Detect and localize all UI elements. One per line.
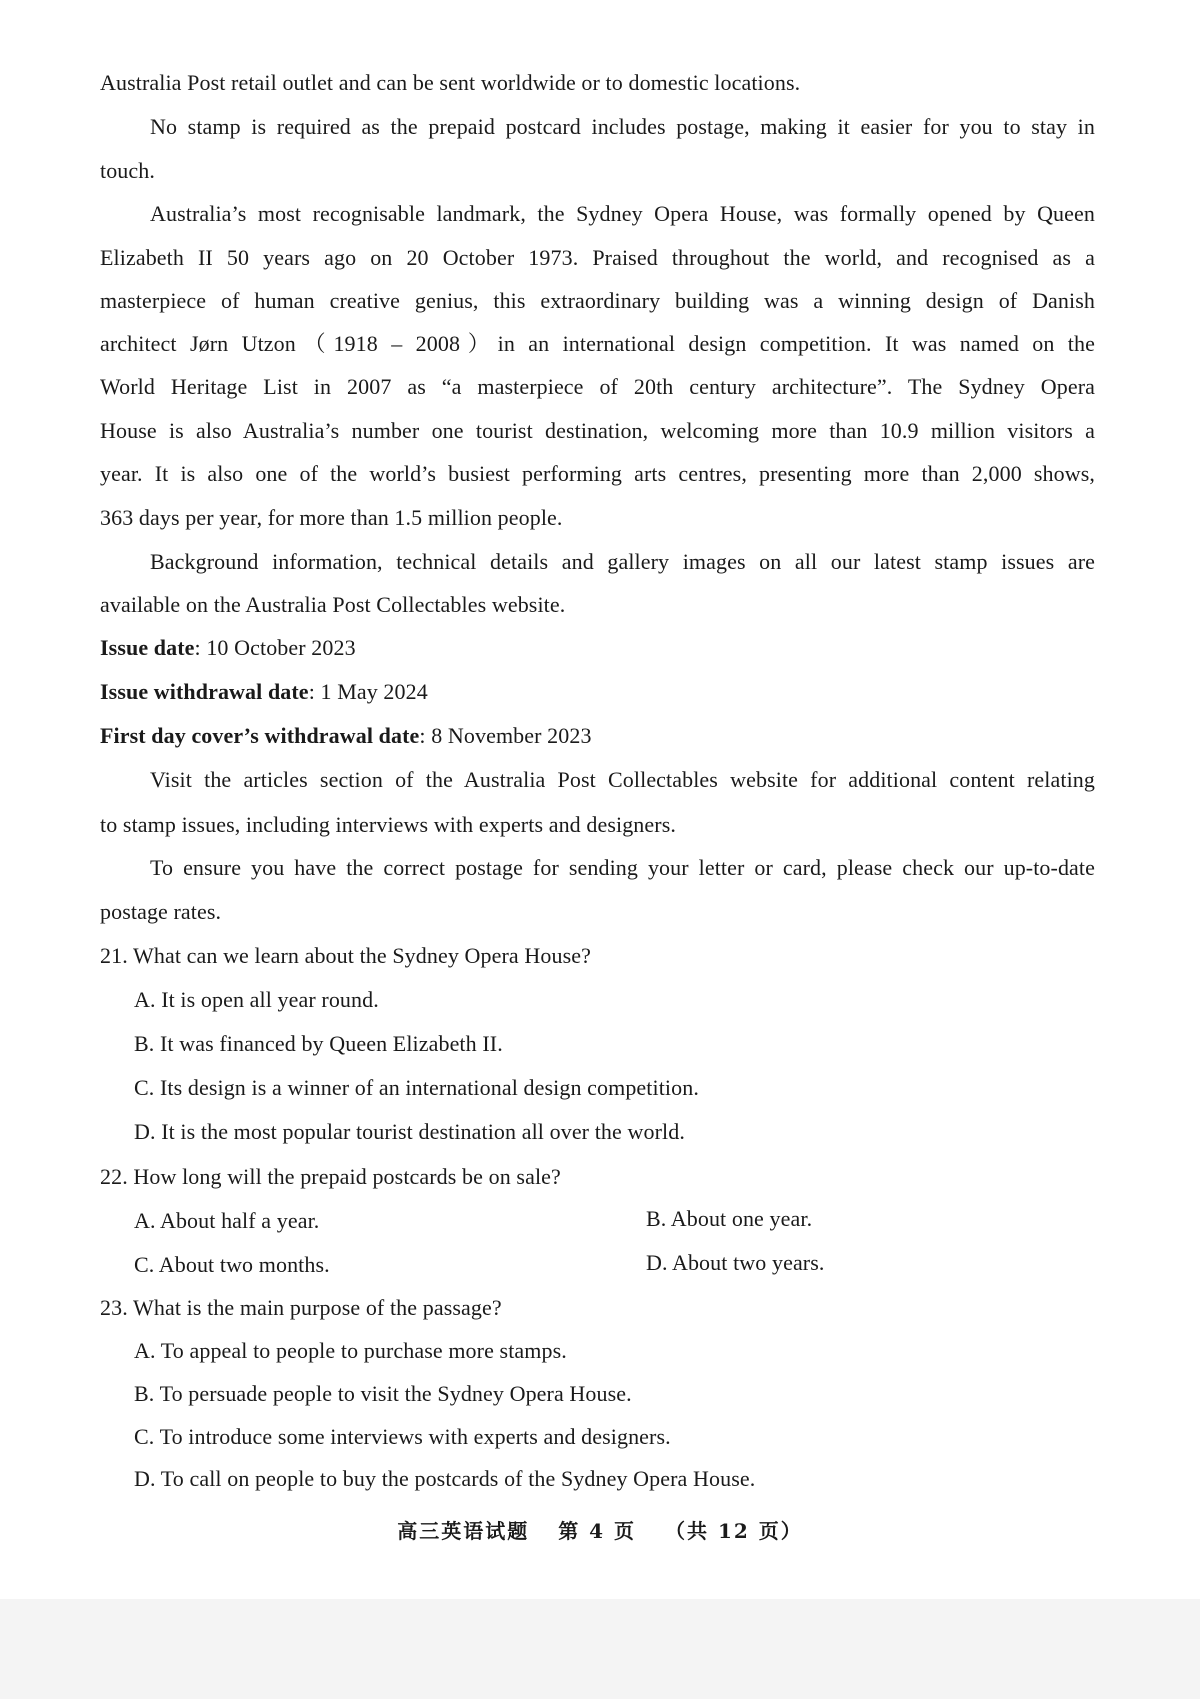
question-option: A. To appeal to people to purchase more stamps. [134, 1338, 567, 1363]
question-option: D. About two years. [646, 1250, 825, 1275]
question-option: D. It is the most popular tourist destination all over the world. [134, 1119, 685, 1144]
passage-line: To ensure you have the correct postage for sending your letter or card, please check our up-to-date [150, 855, 1095, 880]
passage-line: World Heritage List in 2007 as “a masterpiece of 20th century architecture”. The Sydney Opera [100, 374, 1095, 399]
passage-line: architect Jørn Utzon（1918 – 2008）in an international design competition. It was named on the [100, 331, 1095, 356]
page-footer [0, 1515, 1200, 1544]
passage-line: year. It is also one of the world’s busiest performing arts centres, presenting more than 2,000 shows, [100, 461, 1095, 486]
question-option: C. About two months. [134, 1252, 330, 1277]
issue-date [100, 635, 1095, 661]
issue-withdrawal-value: : 1 May 2024 [308, 679, 428, 704]
passage-line: postage rates. [100, 899, 222, 924]
question-option: A. About half a year. [134, 1208, 320, 1233]
question-option: B. About one year. [646, 1206, 813, 1231]
footer-subject: 高三英语试题 [397, 1519, 530, 1543]
question-option: B. It was financed by Queen Elizabeth II. [134, 1031, 503, 1056]
question-option: A. It is open all year round. [134, 987, 379, 1012]
passage-line: House is also Australia’s number one tourist destination, welcoming more than 10.9 million visitors a [100, 418, 1095, 443]
issue-date-label: Issue date [100, 635, 195, 660]
footer-total-pages: （共 12 页） [665, 1519, 803, 1543]
question-option: C. To introduce some interviews with experts and designers. [134, 1424, 671, 1449]
passage-line: 363 days per year, for more than 1.5 million people. [100, 505, 563, 530]
footer-page-number: 第 4 页 [558, 1519, 637, 1543]
passage-line: Elizabeth II 50 years ago on 20 October 1973. Praised throughout the world, and recognised as a [100, 245, 1095, 270]
issue-withdrawal-label: Issue withdrawal date [100, 679, 309, 704]
question-stem: 23. What is the main purpose of the passage? [100, 1295, 502, 1320]
passage-line: Background information, technical details and gallery images on all our latest stamp issues are [150, 549, 1095, 574]
passage-line: Australia Post retail outlet and can be sent worldwide or to domestic locations. [100, 70, 801, 95]
passage-line: Visit the articles section of the Australia Post Collectables website for additional content relating [150, 767, 1095, 792]
question-option: D. To call on people to buy the postcards of the Sydney Opera House. [134, 1466, 756, 1491]
fdc-withdrawal-label: First day cover’s withdrawal date [100, 723, 420, 748]
question-stem: 21. What can we learn about the Sydney Opera House? [100, 943, 591, 968]
passage-line: to stamp issues, including interviews with experts and designers. [100, 812, 676, 837]
issue-date-value: : 10 October 2023 [194, 635, 356, 660]
passage-line: No stamp is required as the prepaid postcard includes postage, making it easier for you to stay in [150, 114, 1095, 139]
passage-line: touch. [100, 158, 155, 183]
passage-line: masterpiece of human creative genius, this extraordinary building was a winning design of Danish [100, 288, 1095, 313]
fdc-withdrawal-value: : 8 November 2023 [419, 723, 592, 748]
question-option: C. Its design is a winner of an international design competition. [134, 1075, 699, 1100]
passage-line: available on the Australia Post Collectables website. [100, 592, 566, 617]
issue-withdrawal-date [100, 679, 1095, 705]
question-stem: 22. How long will the prepaid postcards be on sale? [100, 1164, 561, 1189]
page-bottom-margin [0, 1599, 1200, 1699]
question-option: B. To persuade people to visit the Sydney Opera House. [134, 1381, 632, 1406]
passage-line: Australia’s most recognisable landmark, the Sydney Opera House, was formally opened by Queen [150, 201, 1095, 226]
fdc-withdrawal-date [100, 723, 1095, 749]
